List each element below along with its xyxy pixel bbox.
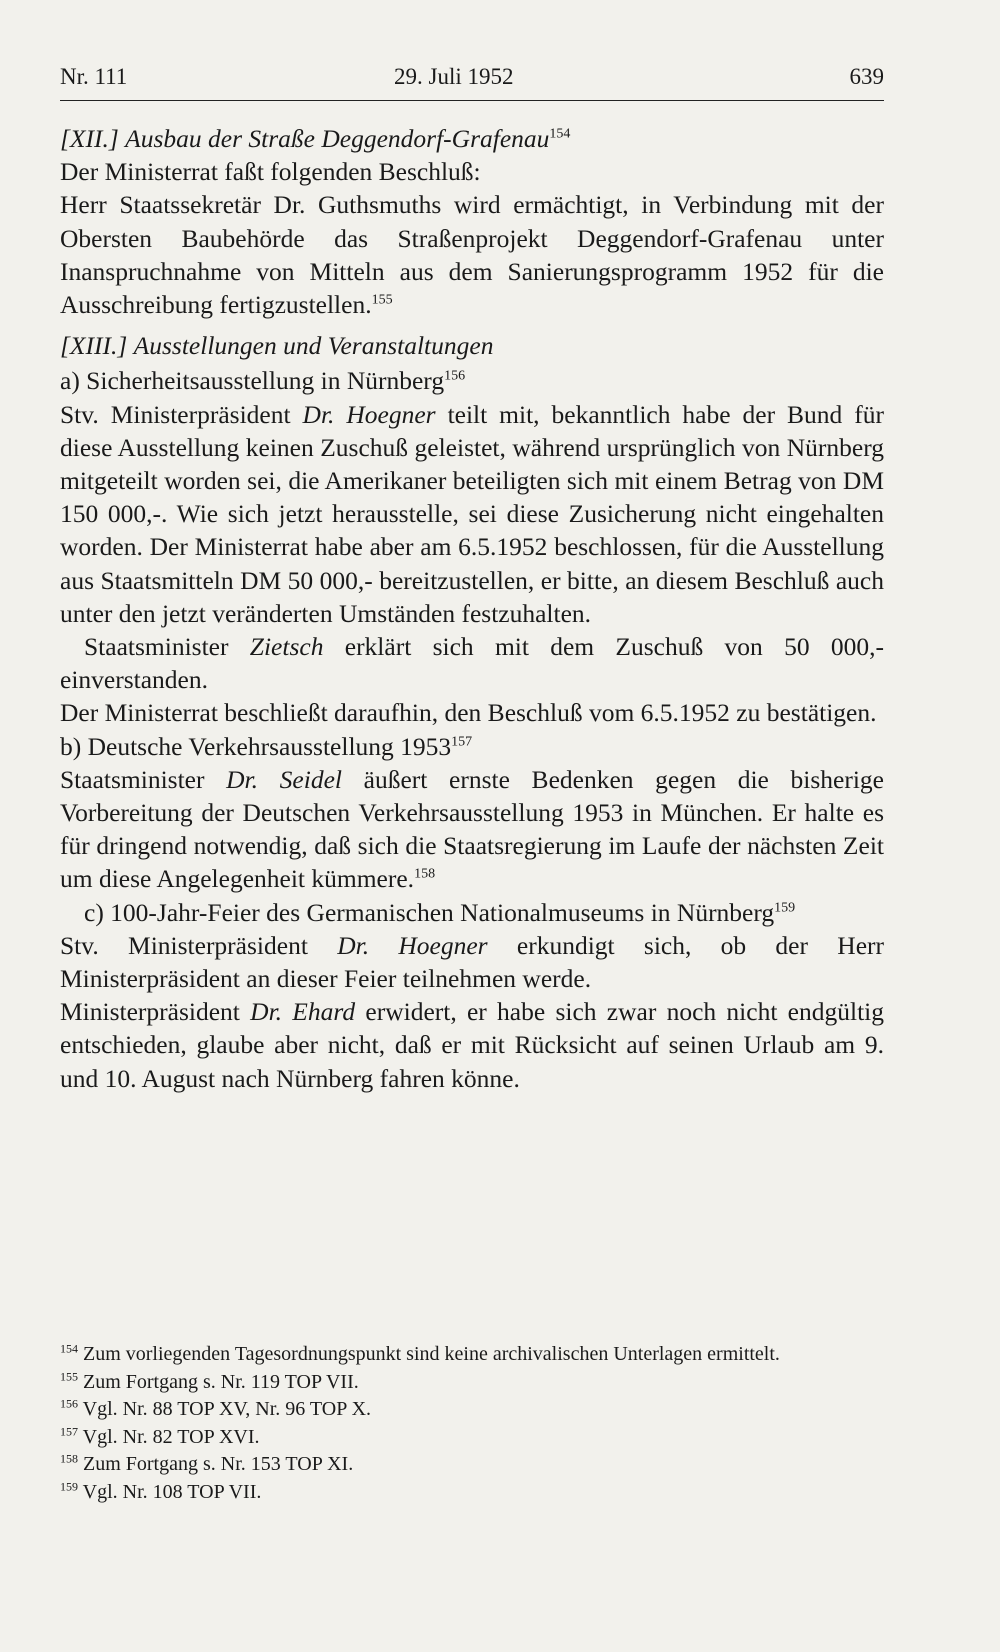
header-date: 29. Juli 1952 — [394, 64, 514, 89]
section-heading-xii — [60, 122, 884, 155]
footnote-number: 154 — [60, 1341, 78, 1356]
page-number: 639 — [849, 64, 884, 89]
subsection-heading-a — [60, 364, 884, 397]
subsection-heading-b — [60, 730, 884, 763]
footnote-number: 157 — [60, 1423, 78, 1438]
footnote-ref: 155 — [371, 292, 393, 308]
subsection-heading-c — [60, 896, 884, 929]
paragraph — [60, 995, 884, 1095]
footnote — [60, 1341, 884, 1369]
footnote-number: 158 — [60, 1451, 78, 1466]
footnote-number: 159 — [60, 1478, 78, 1493]
footnote-text: Vgl. Nr. 88 TOP XV, Nr. 96 TOP X. — [82, 1398, 372, 1420]
paragraph — [60, 763, 884, 896]
subsection-title: b) Deutsche Verkehrsausstellung 1953 — [60, 731, 452, 761]
paragraph-text: erwidert, er habe sich zwar noch nicht endgültig entschieden, glaube aber nicht, daß er mit Rücksicht auf seinen Urlaub am 9. und 10. August nach Nürnberg fahren könne. — [60, 997, 884, 1093]
paragraph-text: Stv. Ministerpräsident — [60, 399, 303, 429]
paragraph-text: erkundigt sich, ob der Herr Ministerpräsident an dieser Feier teilnehmen werde. — [60, 930, 884, 994]
footnote-text: Vgl. Nr. 82 TOP XVI. — [82, 1425, 260, 1448]
speaker-name: Zietsch — [249, 632, 324, 662]
page-header — [60, 60, 884, 101]
paragraph: Der Ministerrat faßt folgenden Beschluß: — [60, 157, 481, 187]
section-title: Ausbau der Straße Deggendorf-Grafenau — [125, 124, 550, 153]
subsection-title: a) Sicherheitsausstellung in Nürnberg — [60, 366, 445, 396]
footnote-text: Vgl. Nr. 108 TOP VII. — [82, 1480, 262, 1503]
paragraph-text: erklärt sich mit dem Zuschuß von 50 000,- einverstanden. — [60, 632, 884, 695]
footnote-text: Zum vorliegenden Tagesordnungspunkt sind keine archivalischen Unterlagen ermittelt. — [83, 1343, 780, 1365]
paragraph-text: Herr Staatssekretär Dr. Guthsmuths wird ermächtigt, in Verbindung mit der Obersten Baubehörde das Straßenprojekt Deggendorf-Grafenau unter Inanspruchnahme von Mitteln aus dem Sanierungsprogramm 1952 für die Ausschreibung fertigzustellen. — [60, 190, 884, 320]
paragraph — [60, 929, 884, 995]
section-marker: [XII.] — [60, 124, 119, 153]
footnote — [60, 1369, 884, 1397]
footnote — [60, 1396, 884, 1424]
main-text — [60, 122, 884, 1095]
document-number: Nr. 111 — [60, 64, 128, 89]
paragraph-text: teilt mit, bekanntlich habe der Bund für diese Ausstellung keinen Zuschuß geleistet, während ursprünglich von Nürnberg mitgeteilt worden sei, die Amerikaner beteiligten sich mit einem Betrag von DM 150 000,-. Wie sich jetzt herausstelle, sei diese Zusicherung nicht eingehalten worden. Der Ministerrat habe aber am 6.5.1952 beschlossen, für die Ausstellung aus Staatsmitteln DM 50 000,- bereitzustellen, er bitte, an diesem Beschluß auch unter den jetzt veränderten Umständen festzuhalten. — [60, 399, 884, 628]
paragraph — [60, 188, 884, 321]
speaker-name: Dr. Hoegner — [337, 930, 488, 960]
speaker-name: Dr. Ehard — [250, 997, 356, 1027]
footnote-number: 155 — [60, 1368, 78, 1383]
footnote — [60, 1424, 884, 1452]
footnote-ref: 158 — [414, 866, 436, 882]
speaker-name: Dr. Seidel — [226, 764, 342, 794]
paragraph-text: Stv. Ministerpräsident — [60, 930, 338, 960]
paragraph — [60, 398, 884, 630]
footnote — [60, 1451, 884, 1479]
paragraph: Der Ministerrat beschließt daraufhin, den Beschluß vom 6.5.1952 zu bestätigen. — [60, 698, 877, 728]
speaker-name: Dr. Hoegner — [302, 399, 436, 429]
section-title: Ausstellungen und Veranstaltungen — [133, 331, 494, 361]
footnote-ref: 157 — [451, 734, 473, 750]
footnote-ref: 159 — [774, 900, 796, 916]
paragraph-text: äußert ernste Bedenken gegen die bisherige Vorbereitung der Deutschen Verkehrsausstellung 1953 in München. Er halte es für dringend notwendig, daß sich die Staatsregierung im Laufe der nächsten Zeit um diese Angelegenheit kümmere. — [60, 764, 884, 894]
section-marker: [XIII.] — [60, 331, 128, 361]
footnote-text: Zum Fortgang s. Nr. 153 TOP XI. — [83, 1453, 354, 1475]
paragraph — [60, 630, 884, 696]
footnote-ref: 154 — [549, 126, 571, 142]
footnote-number: 156 — [60, 1396, 78, 1411]
footnote-ref: 156 — [444, 368, 466, 384]
paragraph-text: Staatsminister — [84, 632, 250, 662]
footnote-text: Zum Fortgang s. Nr. 119 TOP VII. — [83, 1370, 359, 1393]
paragraph-text: Staatsminister — [60, 764, 227, 794]
subsection-title: c) 100-Jahr-Feier des Germanischen Nationalmuseums in Nürnberg — [84, 897, 775, 927]
section-heading-xiii — [60, 329, 884, 362]
footnotes — [60, 1341, 884, 1506]
paragraph-text: Ministerpräsident — [60, 997, 251, 1027]
footnote — [60, 1479, 884, 1507]
